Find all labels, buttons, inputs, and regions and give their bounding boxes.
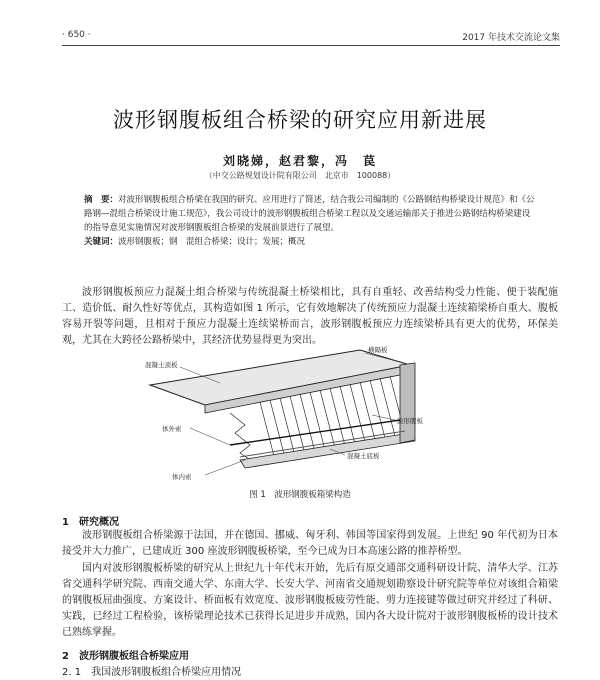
abstract — [84, 193, 538, 249]
section-1-heading: 1 研究概况 — [62, 517, 119, 528]
intro-paragraph: 波形钢腹板预应力混凝土组合桥梁与传统混凝土桥梁相比，具有自重轻、改善结构受力性能、便于装配施工、造价低、耐久性好等优点，其构造如图 1 所示，它有效地解决了传统预应力混凝土连续箱梁桥自重大、腹板容易开裂等问题，且相对于预应力混凝土连续梁桥而言，波形钢腹板预应力连续梁桥具有更大的优势，环保美观，尤其在大跨径公路桥梁中，其经济优势显得更为突出。 — [62, 287, 558, 346]
label-internal-tendon: 体内索 — [172, 473, 192, 481]
label-external-tendon: 体外索 — [162, 425, 182, 433]
section-2-heading: 2 波形钢腹板组合桥梁应用 — [62, 651, 189, 662]
section-1-paragraph-2: 国内对波形钢腹板桥梁的研究从上世纪九十年代末开始，先后有原交通部交通科研设计院、清华大学、江苏省交通科学研究院、西南交通大学、东南大学、长安大学、河南省交通规划勘察设计研究院等单位对该组合箱梁的钢腹板屈曲强度、方案设计、桥面板有效宽度、波形钢腹板疲劳性能、剪力连接键等做过研究并经过了科研、实践，已经过工程检验，该桥梁理论技术已获得长足进步并成熟，国内各大设计院对于波形钢腹板桥的设计技术已熟练掌握。 — [62, 563, 558, 638]
keywords-label: 关键词： — [84, 237, 119, 247]
bottom-slab-shape — [240, 433, 415, 468]
paper-title: 波形钢腹板组合桥梁的研究应用新进展 — [113, 108, 487, 132]
label-cross-beam: 横隔板 — [368, 346, 388, 354]
page-header — [62, 30, 560, 44]
label-top-slab: 混凝土顶板 — [145, 361, 178, 369]
header-divider — [62, 45, 560, 46]
abstract-label: 摘 要： — [84, 195, 119, 205]
label-bottom-slab: 混凝土底板 — [347, 452, 380, 460]
section-2-1-heading: 2. 1 我国波形钢腹板组合桥梁应用情况 — [62, 667, 242, 678]
abstract-text: 对波形钢腹板组合桥梁在我国的研究、应用进行了简述，结合我公司编制的《公路钢结构桥梁设计规范》和《公路钢—混组合桥梁设计施工规范》，我公司设计的波形钢腹板组合桥梁工程以及交通运输部关于推进公路钢结构桥梁建设的指导意见实施情况对波形钢腹板组合桥梁的发展前景进行了展望。 — [84, 195, 535, 233]
affiliation: （中交公路规划设计院有限公司 北京市 100088） — [204, 171, 396, 180]
abstract-body — [84, 193, 538, 235]
keywords-text: 波形钢腹板；钢 混组合桥梁；设计；发展；概况 — [118, 237, 306, 247]
keywords — [84, 235, 538, 249]
page-number: · 650 · — [62, 30, 91, 40]
label-corrugated-web: 波形腹板 — [397, 417, 423, 425]
proceedings-title: 2017 年技术交流论文集 — [462, 33, 560, 43]
figure-1 — [110, 345, 440, 485]
figure-caption: 图 1 波形钢腹板箱梁构造 — [249, 490, 351, 500]
box-girder-diagram — [110, 345, 440, 485]
authors: 刘晓娣，赵君黎，冯 苠 — [222, 154, 377, 168]
section-1-paragraph-1: 波形钢腹板组合桥梁源于法国，并在德国、挪威、匈牙利、韩国等国家得到发展。上世纪 90 年代初为日本接受并大力推广，已建成近 300 座波形钢腹板桥梁，至今已成为日本高速公路的推荐桥型。 — [62, 530, 558, 557]
